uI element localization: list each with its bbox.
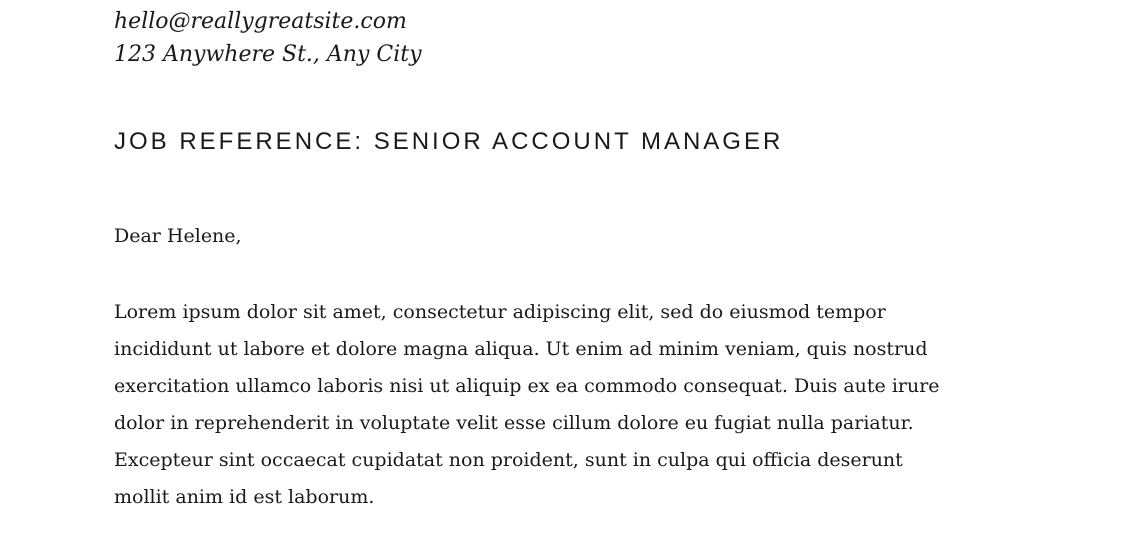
contact-block bbox=[114, 5, 422, 71]
job-reference-heading: JOB REFERENCE: SENIOR ACCOUNT MANAGER bbox=[114, 128, 784, 155]
salutation: Dear Helene, bbox=[114, 225, 242, 247]
body-line: exercitation ullamco laboris nisi ut aliquip ex ea commodo consequat. Duis aute irure bbox=[114, 375, 940, 397]
body-line: mollit anim id est laborum. bbox=[114, 486, 375, 508]
contact-address: 123 Anywhere St., Any City bbox=[114, 42, 422, 67]
letter-body bbox=[114, 294, 1014, 516]
body-line: Excepteur sint occaecat cupidatat non proident, sunt in culpa qui officia deserunt bbox=[114, 449, 903, 471]
body-line: Lorem ipsum dolor sit amet, consectetur adipiscing elit, sed do eiusmod tempor bbox=[114, 301, 886, 323]
contact-email: hello@reallygreatsite.com bbox=[114, 9, 407, 34]
body-line: incididunt ut labore et dolore magna aliqua. Ut enim ad minim veniam, quis nostrud bbox=[114, 338, 928, 360]
body-line: dolor in reprehenderit in voluptate velit esse cillum dolore eu fugiat nulla pariatur. bbox=[114, 412, 914, 434]
